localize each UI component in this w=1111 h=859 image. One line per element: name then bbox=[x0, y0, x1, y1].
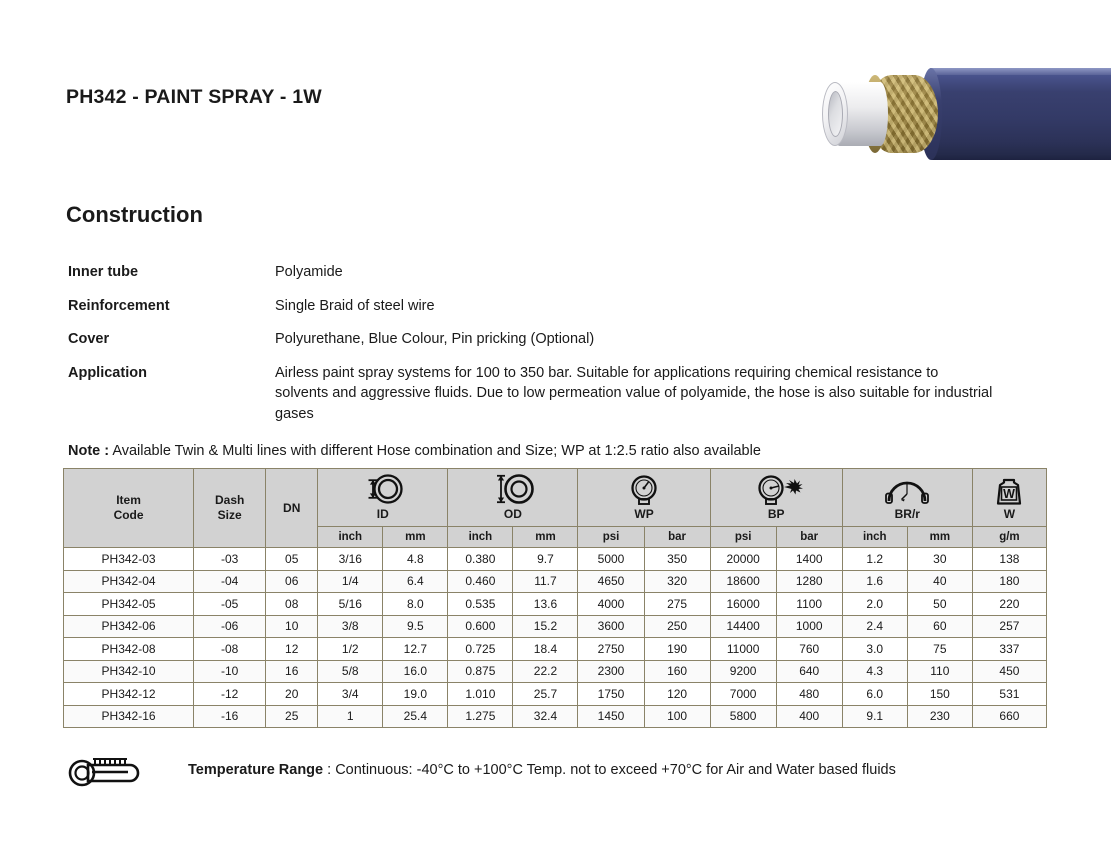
table-row bbox=[64, 615, 1047, 638]
cell-wp-bar: 100 bbox=[644, 705, 710, 728]
specification-table bbox=[63, 468, 1047, 728]
cell-od-inch: 1.275 bbox=[448, 705, 513, 728]
cell-bp-psi: 11000 bbox=[710, 638, 776, 661]
cell-id-inch: 3/16 bbox=[318, 548, 383, 571]
th-unit-wp-psi: psi bbox=[578, 527, 644, 548]
cell-w-gm: 337 bbox=[972, 638, 1046, 661]
table-row bbox=[64, 570, 1047, 593]
cell-dn: 16 bbox=[266, 660, 318, 683]
cell-dash-size: -06 bbox=[194, 615, 266, 638]
cell-bp-psi: 16000 bbox=[710, 593, 776, 616]
th-wp-label: WP bbox=[634, 506, 654, 521]
th-item-code-line1: Item bbox=[116, 493, 141, 508]
table-row bbox=[64, 660, 1047, 683]
cell-br-mm: 230 bbox=[907, 705, 972, 728]
cell-od-inch: 0.460 bbox=[448, 570, 513, 593]
th-item-code bbox=[64, 469, 194, 548]
th-unit-wp-bar: bar bbox=[644, 527, 710, 548]
cell-wp-psi: 4650 bbox=[578, 570, 644, 593]
cell-wp-bar: 320 bbox=[644, 570, 710, 593]
spec-value-reinforcement: Single Braid of steel wire bbox=[275, 297, 435, 314]
cell-od-mm: 15.2 bbox=[513, 615, 578, 638]
cell-dn: 12 bbox=[266, 638, 318, 661]
cell-dn: 25 bbox=[266, 705, 318, 728]
cell-dash-size: -10 bbox=[194, 660, 266, 683]
cell-br-inch: 6.0 bbox=[842, 683, 907, 706]
spec-label-cover: Cover bbox=[68, 331, 110, 348]
weight-icon bbox=[973, 474, 1046, 506]
cell-od-inch: 0.725 bbox=[448, 638, 513, 661]
cell-od-inch: 0.600 bbox=[448, 615, 513, 638]
cell-item-code: PH342-06 bbox=[64, 615, 194, 638]
note-label: Note : bbox=[68, 443, 110, 459]
th-unit-id-mm: mm bbox=[383, 527, 448, 548]
spec-value-cover: Polyurethane, Blue Colour, Pin pricking (Optional) bbox=[275, 331, 595, 348]
cell-id-inch: 3/4 bbox=[318, 683, 383, 706]
cell-dn: 05 bbox=[266, 548, 318, 571]
th-unit-br-mm: mm bbox=[907, 527, 972, 548]
cell-id-inch: 1/2 bbox=[318, 638, 383, 661]
construction-list bbox=[68, 262, 1008, 437]
cell-dash-size: -03 bbox=[194, 548, 266, 571]
cell-id-mm: 12.7 bbox=[383, 638, 448, 661]
cell-w-gm: 257 bbox=[972, 615, 1046, 638]
cell-bp-psi: 18600 bbox=[710, 570, 776, 593]
table-row bbox=[64, 548, 1047, 571]
th-dn: DN bbox=[266, 469, 318, 548]
temperature-footer bbox=[66, 752, 1066, 788]
cell-bp-psi: 20000 bbox=[710, 548, 776, 571]
cell-id-inch: 5/16 bbox=[318, 593, 383, 616]
cell-od-mm: 22.2 bbox=[513, 660, 578, 683]
th-bp-label: BP bbox=[767, 506, 785, 521]
th-unit-id-inch: inch bbox=[318, 527, 383, 548]
cell-item-code: PH342-04 bbox=[64, 570, 194, 593]
cell-od-mm: 32.4 bbox=[513, 705, 578, 728]
th-dash-size bbox=[194, 469, 266, 548]
cell-bp-psi: 5800 bbox=[710, 705, 776, 728]
cell-w-gm: 531 bbox=[972, 683, 1046, 706]
cell-item-code: PH342-05 bbox=[64, 593, 194, 616]
cell-wp-bar: 275 bbox=[644, 593, 710, 616]
cell-bp-bar: 1100 bbox=[776, 593, 842, 616]
cell-dn: 08 bbox=[266, 593, 318, 616]
cell-bp-bar: 760 bbox=[776, 638, 842, 661]
spec-label-inner-tube: Inner tube bbox=[68, 264, 139, 280]
cell-br-inch: 1.6 bbox=[842, 570, 907, 593]
th-unit-bp-psi: psi bbox=[710, 527, 776, 548]
cell-bp-psi: 14400 bbox=[710, 615, 776, 638]
table-body bbox=[64, 548, 1047, 728]
spec-row-application bbox=[68, 363, 1008, 425]
cell-br-inch: 2.4 bbox=[842, 615, 907, 638]
cell-id-inch: 1 bbox=[318, 705, 383, 728]
cell-id-inch: 3/8 bbox=[318, 615, 383, 638]
th-item-code-line2: Code bbox=[113, 508, 144, 522]
cell-br-mm: 75 bbox=[907, 638, 972, 661]
temperature-range-text bbox=[188, 762, 896, 778]
outer-diameter-icon bbox=[448, 474, 577, 506]
th-od-label: OD bbox=[503, 506, 522, 521]
temperature-range-value: : Continuous: -40°C to +100°C Temp. not to exceed +70°C for Air and Water based fluids bbox=[323, 762, 896, 778]
cell-dn: 20 bbox=[266, 683, 318, 706]
cell-dash-size: -12 bbox=[194, 683, 266, 706]
cell-id-mm: 9.5 bbox=[383, 615, 448, 638]
th-unit-od-mm: mm bbox=[513, 527, 578, 548]
construction-heading: Construction bbox=[66, 202, 203, 227]
cell-wp-psi: 3600 bbox=[578, 615, 644, 638]
spec-value-inner-tube: Polyamide bbox=[275, 264, 343, 280]
cell-w-gm: 450 bbox=[972, 660, 1046, 683]
working-pressure-gauge-icon bbox=[578, 474, 709, 506]
cell-br-mm: 110 bbox=[907, 660, 972, 683]
spec-value-application: Airless paint spray systems for 100 to 350 bar. Suitable for applications requiring chemical resistance to solvents and aggressive fluids. Due to low permeation value of polyamide, the hose is also suitable for industrial gases bbox=[275, 364, 993, 422]
th-unit-w-gm: g/m bbox=[972, 527, 1046, 548]
cell-br-inch: 3.0 bbox=[842, 638, 907, 661]
table-group-header-row bbox=[64, 469, 1047, 527]
cell-od-mm: 18.4 bbox=[513, 638, 578, 661]
cell-od-mm: 11.7 bbox=[513, 570, 578, 593]
table-row bbox=[64, 705, 1047, 728]
th-br-label: BR/r bbox=[894, 506, 920, 521]
th-dash-size-line1: Dash bbox=[214, 493, 245, 508]
cell-wp-psi: 1750 bbox=[578, 683, 644, 706]
cell-wp-bar: 120 bbox=[644, 683, 710, 706]
spec-row-inner-tube bbox=[68, 262, 1008, 283]
spec-label-reinforcement: Reinforcement bbox=[68, 297, 170, 314]
table-row bbox=[64, 593, 1047, 616]
th-br-group bbox=[842, 469, 972, 527]
cell-item-code: PH342-08 bbox=[64, 638, 194, 661]
cell-wp-bar: 250 bbox=[644, 615, 710, 638]
cell-bp-psi: 9200 bbox=[710, 660, 776, 683]
th-w-group bbox=[972, 469, 1046, 527]
spec-row-reinforcement bbox=[68, 296, 1008, 317]
cell-bp-bar: 400 bbox=[776, 705, 842, 728]
cell-br-mm: 30 bbox=[907, 548, 972, 571]
cell-wp-psi: 2300 bbox=[578, 660, 644, 683]
cell-wp-psi: 1450 bbox=[578, 705, 644, 728]
cell-br-inch: 2.0 bbox=[842, 593, 907, 616]
th-id-label: ID bbox=[376, 506, 389, 521]
th-id-group bbox=[318, 469, 448, 527]
note-line bbox=[68, 443, 761, 459]
cell-id-mm: 19.0 bbox=[383, 683, 448, 706]
cell-w-gm: 138 bbox=[972, 548, 1046, 571]
page-title: PH342 - PAINT SPRAY - 1W bbox=[66, 86, 322, 108]
cell-dn: 06 bbox=[266, 570, 318, 593]
cell-dash-size: -04 bbox=[194, 570, 266, 593]
cell-dash-size: -05 bbox=[194, 593, 266, 616]
thermometer-icon bbox=[66, 752, 188, 788]
cell-od-inch: 1.010 bbox=[448, 683, 513, 706]
cell-od-inch: 0.535 bbox=[448, 593, 513, 616]
cell-wp-psi: 5000 bbox=[578, 548, 644, 571]
cell-od-inch: 0.380 bbox=[448, 548, 513, 571]
cell-item-code: PH342-12 bbox=[64, 683, 194, 706]
cell-bp-bar: 640 bbox=[776, 660, 842, 683]
cell-br-mm: 50 bbox=[907, 593, 972, 616]
cell-dn: 10 bbox=[266, 615, 318, 638]
cell-item-code: PH342-10 bbox=[64, 660, 194, 683]
table-row bbox=[64, 683, 1047, 706]
th-unit-od-inch: inch bbox=[448, 527, 513, 548]
cell-br-inch: 9.1 bbox=[842, 705, 907, 728]
cell-wp-bar: 160 bbox=[644, 660, 710, 683]
cell-od-mm: 13.6 bbox=[513, 593, 578, 616]
cell-bp-bar: 1280 bbox=[776, 570, 842, 593]
th-dash-size-line2: Size bbox=[217, 508, 242, 522]
cell-br-mm: 40 bbox=[907, 570, 972, 593]
note-text: Available Twin & Multi lines with different Hose combination and Size; WP at 1:2.5 ratio also available bbox=[109, 443, 761, 459]
th-w-label: W bbox=[1003, 506, 1016, 521]
hose-product-image bbox=[812, 58, 1111, 168]
th-od-group bbox=[448, 469, 578, 527]
bend-radius-icon bbox=[843, 474, 972, 506]
cell-item-code: PH342-16 bbox=[64, 705, 194, 728]
inner-diameter-icon bbox=[318, 474, 447, 506]
cell-id-mm: 16.0 bbox=[383, 660, 448, 683]
temperature-range-label: Temperature Range bbox=[188, 762, 324, 778]
cell-item-code: PH342-03 bbox=[64, 548, 194, 571]
cell-wp-bar: 190 bbox=[644, 638, 710, 661]
cell-dash-size: -16 bbox=[194, 705, 266, 728]
cell-w-gm: 220 bbox=[972, 593, 1046, 616]
cell-id-mm: 4.8 bbox=[383, 548, 448, 571]
hose-cover-layer bbox=[930, 68, 1111, 160]
th-bp-group bbox=[710, 469, 842, 527]
cell-id-mm: 25.4 bbox=[383, 705, 448, 728]
spec-row-cover bbox=[68, 329, 1008, 350]
th-wp-group bbox=[578, 469, 710, 527]
cell-id-mm: 8.0 bbox=[383, 593, 448, 616]
cell-wp-psi: 4000 bbox=[578, 593, 644, 616]
svg-text:W: W bbox=[1003, 486, 1016, 501]
spec-label-application: Application bbox=[68, 364, 147, 381]
cell-br-mm: 60 bbox=[907, 615, 972, 638]
cell-id-inch: 1/4 bbox=[318, 570, 383, 593]
th-unit-bp-bar: bar bbox=[776, 527, 842, 548]
cell-id-inch: 5/8 bbox=[318, 660, 383, 683]
cell-w-gm: 660 bbox=[972, 705, 1046, 728]
cell-bp-bar: 1400 bbox=[776, 548, 842, 571]
cell-dash-size: -08 bbox=[194, 638, 266, 661]
cell-wp-psi: 2750 bbox=[578, 638, 644, 661]
burst-pressure-gauge-icon bbox=[711, 474, 842, 506]
cell-bp-bar: 480 bbox=[776, 683, 842, 706]
cell-wp-bar: 350 bbox=[644, 548, 710, 571]
table-head bbox=[64, 469, 1047, 548]
cell-w-gm: 180 bbox=[972, 570, 1046, 593]
table-row bbox=[64, 638, 1047, 661]
cell-od-mm: 25.7 bbox=[513, 683, 578, 706]
cell-bp-bar: 1000 bbox=[776, 615, 842, 638]
cell-br-inch: 4.3 bbox=[842, 660, 907, 683]
cell-id-mm: 6.4 bbox=[383, 570, 448, 593]
hose-tube-bore bbox=[828, 91, 843, 137]
th-unit-br-inch: inch bbox=[842, 527, 907, 548]
cell-od-inch: 0.875 bbox=[448, 660, 513, 683]
cell-br-mm: 150 bbox=[907, 683, 972, 706]
cell-br-inch: 1.2 bbox=[842, 548, 907, 571]
cell-bp-psi: 7000 bbox=[710, 683, 776, 706]
cell-od-mm: 9.7 bbox=[513, 548, 578, 571]
